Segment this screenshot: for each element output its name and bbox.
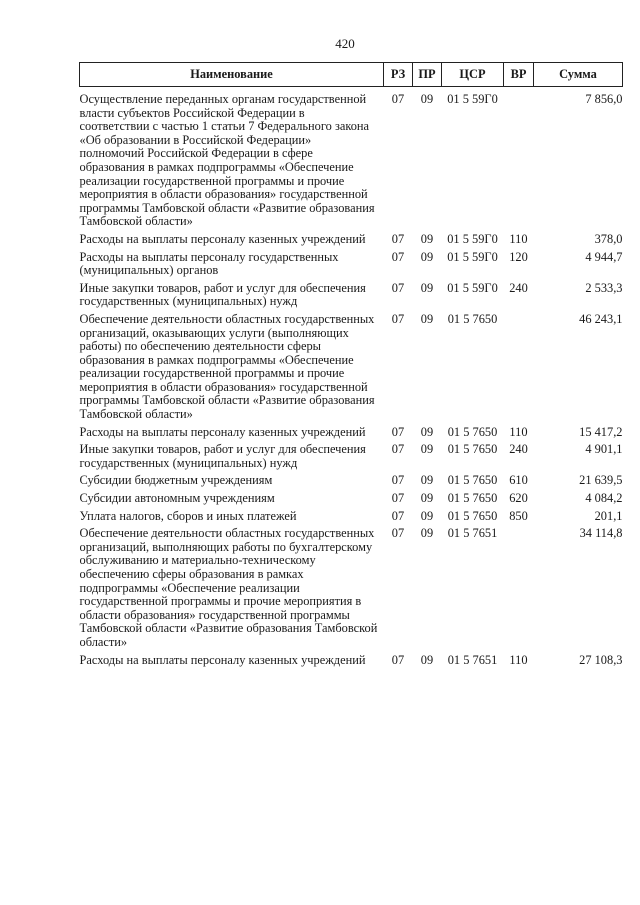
row-pr: 09 — [420, 231, 434, 246]
row-pr: 09 — [420, 442, 434, 457]
row-csr: 01 5 7650 — [447, 508, 498, 523]
row-vr: 240 — [509, 280, 528, 295]
row-rz: 07 — [391, 92, 405, 106]
row-rz: 07 — [391, 311, 405, 326]
table-row — [80, 443, 623, 474]
row-vr — [504, 313, 534, 426]
table-body — [80, 87, 623, 672]
table-row — [80, 251, 623, 282]
table-row — [80, 426, 623, 444]
row-rz: 07 — [391, 280, 405, 295]
table-row — [80, 282, 623, 313]
row-csr: 01 5 7651 — [447, 652, 498, 667]
row-sum: 2 533,3 — [585, 280, 623, 295]
row-pr: 09 — [420, 491, 434, 506]
row-sum: 201,1 — [594, 508, 623, 523]
row-sum: 4 901,1 — [585, 442, 623, 457]
row-name: Иные закупки товаров, работ и услуг для обеспечения государственных (муниципальных) нужд — [79, 442, 366, 470]
header-pr: ПР — [413, 63, 442, 87]
row-vr: 850 — [509, 508, 528, 523]
row-sum: 4 944,7 — [585, 249, 623, 264]
table-header — [80, 63, 623, 87]
row-pr: 09 — [420, 473, 434, 488]
table-row — [80, 510, 623, 528]
header-rz: РЗ — [384, 63, 413, 87]
row-sum: 7 856,0 — [585, 92, 623, 106]
row-name: Расходы на выплаты персоналу казенных учреждений — [79, 652, 366, 667]
row-vr: 110 — [509, 424, 528, 439]
row-csr: 01 5 59Г0 — [447, 280, 498, 295]
row-csr: 01 5 7650 — [447, 442, 498, 457]
row-sum: 27 108,3 — [579, 652, 623, 667]
row-csr: 01 5 7650 — [447, 424, 498, 439]
row-rz: 07 — [391, 442, 405, 457]
table-row — [80, 233, 623, 251]
row-vr: 110 — [509, 652, 528, 667]
row-name: Осуществление переданных органам государственной власти субъектов Российской Федерации в соответствии с частью 1 статьи 7 Федерального закона «Об образовании в Российской Федерации» полномочий Российской Федерации в сфере образования в рамках подпрограммы «Обеспечение реализации государственной программы и прочие мероприятия в области образования» государственной программы Тамбовской области «Развитие образования Тамбовской области» — [79, 92, 375, 229]
page-number: 420 — [335, 36, 355, 51]
row-csr: 01 5 7650 — [447, 491, 498, 506]
row-sum: 46 243,1 — [579, 311, 623, 326]
row-sum: 378,0 — [594, 231, 623, 246]
table-row — [80, 654, 623, 672]
row-csr: 01 5 7650 — [447, 473, 498, 488]
row-name: Обеспечение деятельности областных государственных организаций, выполняющих работы по бухгалтерскому обслуживанию и материально-техническому обеспечению сферы образования в рамках подпрограммы «Обеспечение реализации государственной программы и прочие мероприятия в области образования» государственной программы Тамбовской области «Развитие образования Тамбовской области» — [79, 526, 378, 649]
row-vr — [504, 527, 534, 653]
row-name: Расходы на выплаты персоналу государственных (муниципальных) органов — [79, 249, 339, 278]
row-name: Уплата налогов, сборов и иных платежей — [79, 508, 297, 523]
row-name: Расходы на выплаты персоналу казенных учреждений — [79, 231, 366, 246]
row-rz: 07 — [391, 491, 405, 506]
row-pr: 09 — [420, 508, 434, 523]
header-row — [80, 63, 623, 87]
row-pr: 09 — [420, 526, 434, 541]
row-rz: 07 — [391, 249, 405, 264]
row-rz: 07 — [391, 231, 405, 246]
table-row — [80, 93, 623, 233]
row-name: Иные закупки товаров, работ и услуг для обеспечения государственных (муниципальных) нужд — [79, 280, 366, 309]
row-name: Обеспечение деятельности областных государственных организаций, оказывающих услуги (выполняющих работы) по обеспечению деятельности сферы образования в рамках подпрограммы «Обеспечение реализации государственной программы и прочие мероприятия в области образования» государственной программы Тамбовской области «Развитие образования Тамбовской области» — [79, 311, 375, 422]
row-rz: 07 — [391, 424, 405, 439]
row-vr: 240 — [509, 442, 528, 457]
row-name: Расходы на выплаты персоналу казенных учреждений — [79, 424, 366, 439]
row-pr: 09 — [420, 652, 434, 667]
row-vr — [504, 93, 534, 233]
row-pr: 09 — [420, 249, 434, 264]
row-rz: 07 — [391, 508, 405, 523]
row-vr: 110 — [509, 231, 528, 246]
row-vr: 120 — [509, 249, 528, 264]
row-csr: 01 5 59Г0 — [447, 92, 498, 106]
table-row — [80, 474, 623, 492]
table-row — [80, 527, 623, 653]
row-pr: 09 — [420, 424, 434, 439]
row-vr: 610 — [509, 473, 528, 488]
row-name: Субсидии бюджетным учреждениям — [79, 473, 273, 488]
row-name: Субсидии автономным учреждениям — [79, 491, 275, 506]
header-csr: ЦСР — [442, 63, 504, 87]
table-row — [80, 492, 623, 510]
row-csr: 01 5 59Г0 — [447, 231, 498, 246]
row-pr: 09 — [420, 311, 434, 326]
row-rz: 07 — [391, 473, 405, 488]
row-sum: 4 084,2 — [585, 491, 623, 506]
row-csr: 01 5 7650 — [447, 311, 498, 326]
row-csr: 01 5 59Г0 — [447, 249, 498, 264]
budget-table — [79, 62, 623, 671]
row-sum: 15 417,2 — [579, 424, 623, 439]
table-row — [80, 313, 623, 426]
header-vr: ВР — [504, 63, 534, 87]
header-sum: Сумма — [534, 63, 623, 87]
row-sum: 21 639,5 — [579, 473, 623, 488]
row-rz: 07 — [391, 526, 405, 541]
header-name: Наименование — [80, 63, 384, 87]
row-pr: 09 — [420, 92, 434, 106]
row-sum: 34 114,8 — [579, 526, 623, 541]
row-vr: 620 — [509, 491, 528, 506]
row-pr: 09 — [420, 280, 434, 295]
row-csr: 01 5 7651 — [447, 526, 498, 541]
row-rz: 07 — [391, 652, 405, 667]
